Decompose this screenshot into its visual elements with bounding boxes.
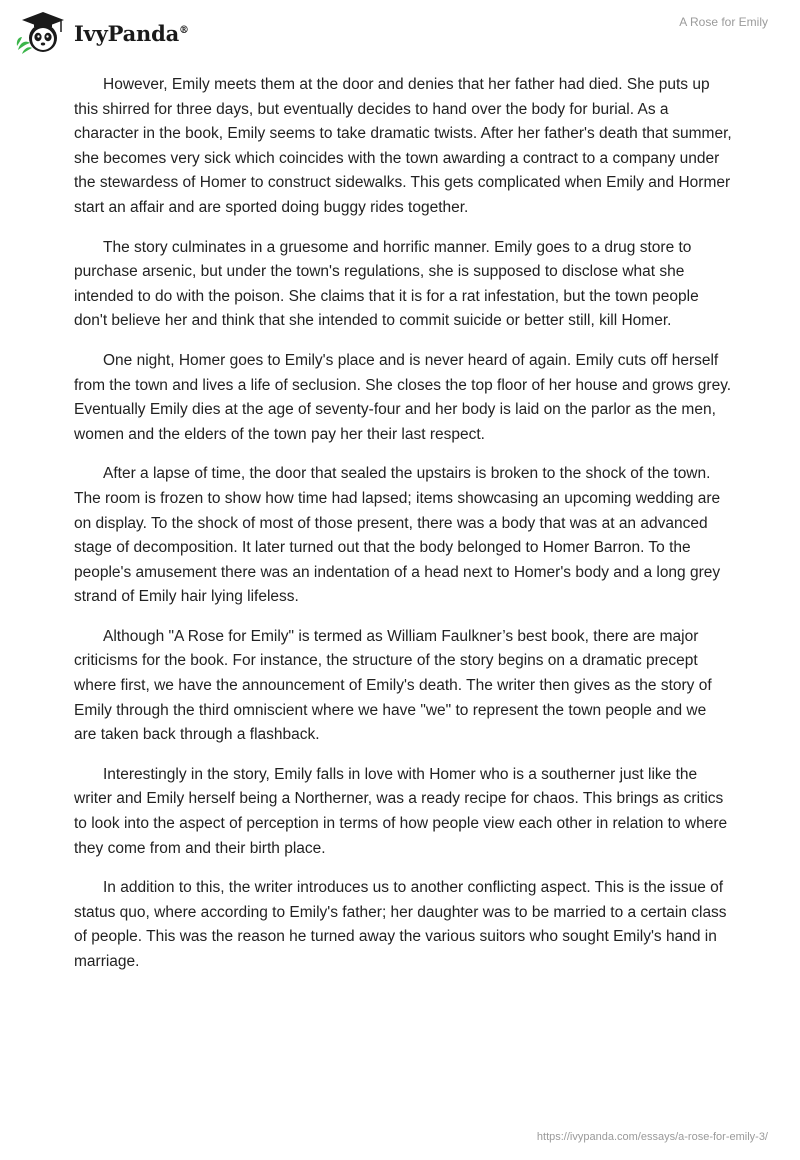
document-title: A Rose for Emily xyxy=(679,15,768,29)
source-url-link[interactable]: https://ivypanda.com/essays/a-rose-for-emily-3/ xyxy=(536,1131,768,1143)
paragraph: In addition to this, the writer introduces us to another conflicting aspect. This is the issue of status quo, where according to Emily's father; her daughter was to be married to a certain class of people. This was the reason he turned away the various suitors who sought Emily's hand in marriage. xyxy=(74,879,727,970)
brand-name: IvyPanda® xyxy=(74,20,189,46)
paragraph: The story culminates in a gruesome and horrific manner. Emily goes to a drug store to purchase arsenic, but under the town's regulations, she is supposed to disclose what she intended to do with the poison. She claims that it is for a rat infestation, but the town people don't believe her and think that she intended to commit suicide or better still, kill Homer. xyxy=(74,238,699,330)
paragraph: After a lapse of time, the door that sealed the upstairs is broken to the shock of the town. The room is frozen to show how time had lapsed; items showcasing an upcoming wedding are on display. To the shock of most of those present, there was a body that was at an advanced stage of decomposition. It later turned out that the body belonged to Homer Barron. To the people's amusement there was an indentation of a head next to Homer's body and a long grey strand of Emily hair lying lifeless. xyxy=(74,465,721,606)
paragraph: However, Emily meets them at the door and denies that her father had died. She puts up this shirred for three days, but eventually decides to hand over the body for burial. As a character in the book, Emily seems to take dramatic twists. After her father's death that summer, she becomes very sick which coincides with the town awarding a contract to a company under the stewardess of Homer to construct sidewalks. This gets complicated when Emily and Hormer start an affair and are sported doing buggy rides together. xyxy=(74,76,732,216)
registered-mark: ® xyxy=(179,24,189,36)
page-header xyxy=(0,0,800,70)
paragraph: One night, Homer goes to Emily's place and is never heard of again. Emily cuts off herself from the town and lives a life of seclusion. She closes the top floor of her house and grows grey. Eventually Emily dies at the age of seventy-four and her body is laid on the parlor as the men, women and the elders of the town pay her their last respect. xyxy=(74,351,732,443)
paragraph: Interestingly in the story, Emily falls in love with Homer who is a southerner just like the writer and Emily herself being a Northerner, was a ready recipe for chaos. This brings as critics to look into the aspect of perception in terms of how people view each other in relation to where they come from and their birth place. xyxy=(74,765,728,857)
essay-body xyxy=(74,73,732,990)
panda-graduate-icon xyxy=(14,10,72,56)
paragraph: Although "A Rose for Emily" is termed as William Faulkner’s best book, there are major criticisms for the book. For instance, the structure of the story begins on a dramatic precept where first, we have the announcement of Emily's death. The writer then gives as the story of Emily through the third omniscient where we have "we" to represent the town people and we are taken back through a flashback. xyxy=(74,627,712,744)
ivypanda-logo[interactable] xyxy=(14,10,189,56)
